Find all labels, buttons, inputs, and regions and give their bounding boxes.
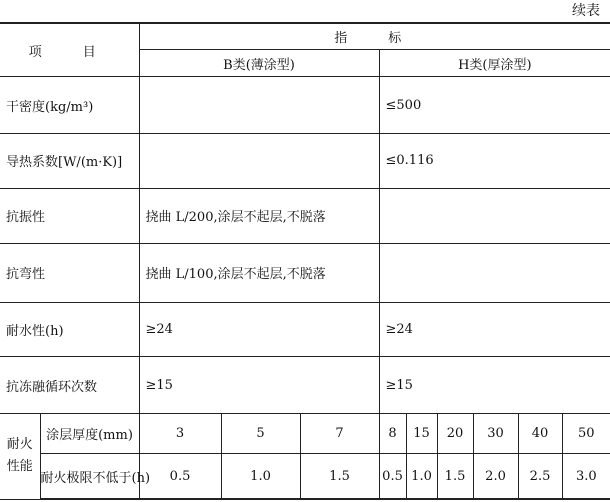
row-value-b: ≥24 [139,302,379,357]
b-thickness-cell: 3 [139,414,221,454]
table-row [0,302,610,357]
h-thickness-cell: 30 [473,414,518,454]
row-value-h: ≥15 [379,357,610,414]
row-value-b [139,134,379,189]
type-b-header: B类(薄涂型) [139,49,379,76]
fire-thickness-row [0,414,610,454]
row-value-b [139,77,379,134]
header-row-1 [0,23,610,49]
table-row [0,77,610,134]
row-value-h: ≤500 [379,77,610,134]
table-row [0,134,610,189]
b-thickness-cell: 5 [221,414,300,454]
table-row [0,243,610,302]
row-value-b: 挠曲 L/200,涂层不起层,不脱落 [139,188,379,243]
row-value-b: 挠曲 L/100,涂层不起层,不脱落 [139,243,379,302]
row-label: 干密度(kg/m³) [0,77,139,134]
h-limit-cell: 3.0 [562,454,610,499]
b-limit-cell: 1.0 [221,454,300,499]
continued-label: 续表 [572,3,600,19]
h-limit-cell: 2.5 [518,454,562,499]
h-limit-cell: 1.5 [437,454,473,499]
row-label: 导热系数[W/(m·K)] [0,134,139,189]
fire-performance-label [0,414,40,499]
row-label: 抗冻融循环次数 [0,357,139,414]
b-limit-cell: 0.5 [139,454,221,499]
h-limit-cell: 1.0 [406,454,437,499]
row-label: 抗弯性 [0,243,139,302]
item-header: 项 目 [0,23,139,77]
thickness-label: 涂层厚度(mm) [40,414,139,454]
h-limit-cell: 2.0 [473,454,518,499]
row-value-h [379,243,610,302]
h-limit-cell: 0.5 [379,454,406,499]
h-thickness-cell: 8 [379,414,406,454]
h-thickness-cell: 15 [406,414,437,454]
row-value-h: ≤0.116 [379,134,610,189]
b-thickness-cell: 7 [300,414,379,454]
fire-label-line1: 耐火 [6,437,33,453]
row-label: 抗振性 [0,188,139,243]
indicator-header: 指 标 [139,23,610,49]
fire-limit-row [0,454,610,499]
fireproof-coating-spec-table [0,22,610,500]
fire-label-line2: 性能 [6,459,33,475]
table-row [0,188,610,243]
h-thickness-cell: 40 [518,414,562,454]
h-thickness-cell: 50 [562,414,610,454]
row-value-h [379,188,610,243]
h-thickness-cell: 20 [437,414,473,454]
type-h-header: H类(厚涂型) [379,49,610,76]
row-label: 耐水性(h) [0,302,139,357]
row-value-b: ≥15 [139,357,379,414]
limit-label: 耐火极限不低于(h) [40,454,139,499]
row-value-h: ≥24 [379,302,610,357]
table-row [0,357,610,414]
b-limit-cell: 1.5 [300,454,379,499]
